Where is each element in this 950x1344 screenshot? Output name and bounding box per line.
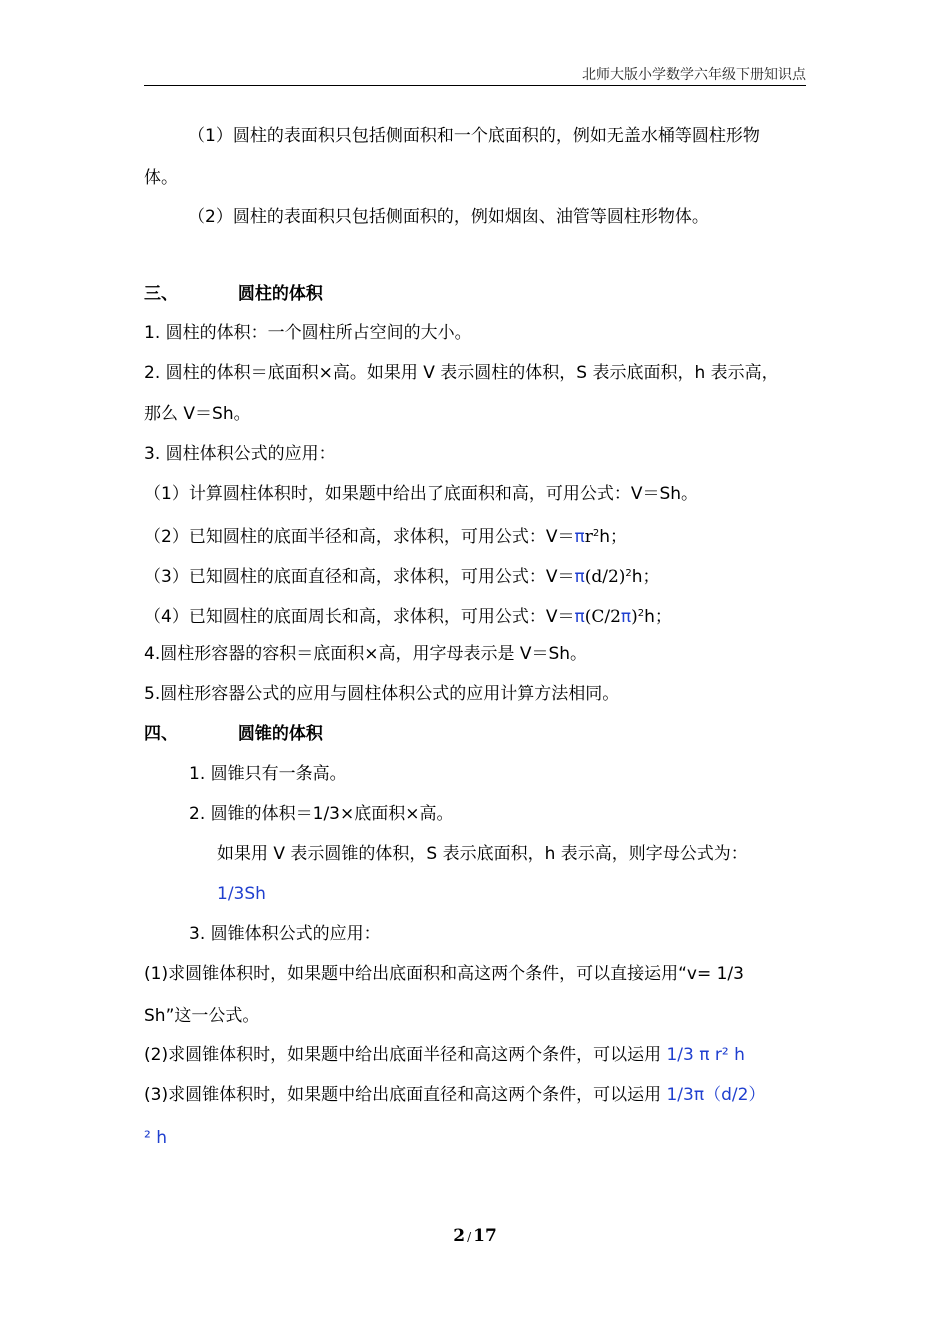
close-paren: ): [631, 607, 638, 627]
sub4-end: h；: [644, 607, 672, 627]
app3-formula: 1/3π（d/2）: [666, 1085, 766, 1105]
running-header: 北师大版小学数学六年级下册知识点: [582, 67, 806, 83]
section4-number: 四、: [144, 724, 178, 744]
section4-item1: 1. 圆锥只有一条高。: [189, 764, 347, 784]
para1-line1: （1）圆柱的表面积只包括侧面积和一个底面积的，例如无盖水桶等圆柱形物: [188, 126, 760, 146]
section3-item5: 5.圆柱形容器公式的应用与圆柱体积公式的应用计算方法相同。: [144, 684, 620, 704]
section3-sub1: （1）计算圆柱体积时，如果题中给出了底面积和高，可用公式：V＝Sh。: [144, 484, 699, 504]
para2: （2）圆柱的表面积只包括侧面积的，例如烟囱、油管等圆柱形物体。: [188, 207, 709, 227]
sub4-text: （4）已知圆柱的底面周长和高，求体积，可用公式：V＝: [144, 607, 575, 627]
pi-symbol: π: [574, 527, 585, 547]
page-number: [0, 1226, 950, 1246]
section4-app1-line1: (1)求圆锥体积时，如果题中给出底面积和高这两个条件，可以直接运用“v= 1/3: [144, 964, 744, 984]
pi-symbol: π: [574, 567, 585, 587]
app3-text: (3)求圆锥体积时，如果题中给出底面直径和高这两个条件，可以运用: [144, 1085, 667, 1105]
current-page: 2: [453, 1226, 466, 1246]
section3-item1: 1. 圆柱的体积：一个圆柱所占空间的大小。: [144, 323, 472, 343]
app2-formula: 1/3 π r² h: [666, 1045, 745, 1065]
pi-symbol: π: [574, 607, 585, 627]
section3-sub3: [144, 562, 660, 589]
exponent: 2: [637, 608, 645, 619]
header-rule: [144, 85, 806, 86]
sub3-end: h；: [631, 567, 660, 587]
section4-app2: [144, 1043, 745, 1067]
section3-heading: [144, 282, 323, 306]
section4-app3: [144, 1083, 765, 1107]
circumference-term: (C/2: [584, 607, 621, 627]
app2-text: (2)求圆锥体积时，如果题中给出底面半径和高这两个条件，可以运用: [144, 1045, 667, 1065]
section4-heading: [144, 722, 323, 746]
exponent: 2: [592, 528, 600, 539]
section3-item3: 3. 圆柱体积公式的应用：: [144, 444, 336, 464]
sub2-end: h；: [599, 527, 627, 547]
pi-symbol: π: [620, 607, 632, 627]
diameter-term: (d/2): [584, 567, 626, 587]
cone-formula: 1/3Sh: [217, 884, 266, 904]
section3-sub4: [144, 602, 672, 629]
sub3-text: （3）已知圆柱的底面直径和高，求体积，可用公式：V＝: [144, 567, 575, 587]
section3-title: 圆柱的体积: [237, 284, 323, 304]
section4-item2-sub: 如果用 V 表示圆锥的体积，S 表示底面积，h 表示高，则字母公式为：: [217, 844, 748, 864]
radius-var: r: [584, 527, 593, 547]
para1-line2: 体。: [144, 168, 178, 188]
section3-item2-line1: 2. 圆柱的体积＝底面积×高。如果用 V 表示圆柱的体积，S 表示底面积，h 表示高，: [144, 363, 779, 383]
exponent: 2: [625, 568, 632, 579]
section3-item4: 4.圆柱形容器的容积＝底面积×高，用字母表示是 V＝Sh。: [144, 644, 588, 664]
section3-item2-line2: 那么 V＝Sh。: [144, 404, 251, 424]
section4-title: 圆锥的体积: [237, 724, 323, 744]
section4-item3: 3. 圆锥体积公式的应用：: [189, 924, 381, 944]
sub2-text: （2）已知圆柱的底面半径和高，求体积，可用公式：V＝: [144, 527, 575, 547]
section3-sub2: [144, 522, 627, 549]
page-separator: /: [467, 1230, 472, 1244]
section4-app3-cont: ² h: [144, 1128, 167, 1148]
section3-number: 三、: [144, 284, 178, 304]
section4-item2: 2. 圆锥的体积＝1/3×底面积×高。: [189, 804, 454, 824]
section4-app1-line2: Sh”这一公式。: [144, 1006, 260, 1026]
total-pages: 17: [473, 1226, 497, 1246]
